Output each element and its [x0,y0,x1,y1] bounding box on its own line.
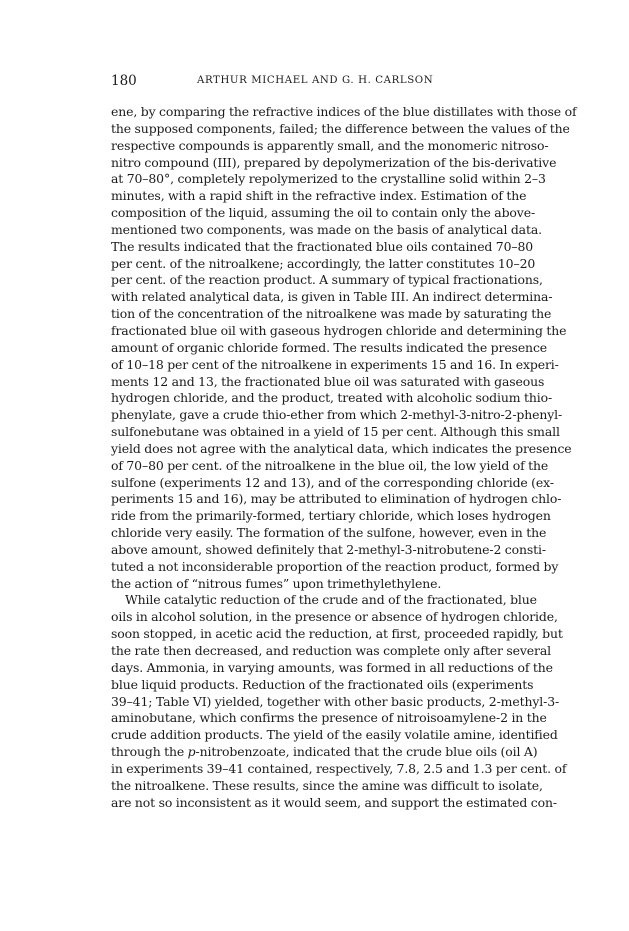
text-line: soon stopped, in acetic acid the reduction, at first, proceeded rapidly, but [111,626,563,642]
text-line: through the p-nitrobenzoate, indicated that the crude blue oils (oil A) [111,744,538,760]
text-line: nitro compound (III), prepared by depolymerization of the bis-derivative [111,154,557,170]
text-line: tion of the concentration of the nitroalkene was made by saturating the [111,306,552,322]
text-line: amount of organic chloride formed. The results indicated the presence [111,339,548,355]
text-line: at 70–80°, completely repolymerized to the crystalline solid within 2–3 [111,171,546,187]
paragraph [111,104,577,592]
text-line: tuted a not inconsiderable proportion of the reaction product, formed by [111,558,559,574]
text-line: aminobutane, which confirms the presence of nitroisoamylene-2 in the [111,710,547,726]
text-line: composition of the liquid, assuming the oil to contain only the above- [111,205,536,221]
text-line: While catalytic reduction of the crude and of the fractionated, blue [125,592,537,608]
text-line: blue liquid products. Reduction of the fractionated oils (experiments [111,676,534,692]
text-line: minutes, with a rapid shift in the refractive index. Estimation of the [111,188,527,204]
text-line: the rate then decreased, and reduction was complete only after several [111,643,552,658]
text-line: periments 15 and 16), may be attributed to elimination of hydrogen chlo- [111,491,562,507]
page-number: 180 [111,73,137,89]
text-line: sulfonebutane was obtained in a yield of 15 per cent. Although this small [111,424,560,440]
text-line: phenylate, gave a crude thio-ether from which 2-methyl-3-nitro-2-phenyl- [111,407,563,423]
text-line: the nitroalkene. These results, since the amine was difficult to isolate, [111,777,543,793]
text-line: per cent. of the reaction product. A summary of typical fractionations, [111,272,543,288]
text-line: with related analytical data, is given in Table III. An indirect determina- [111,289,553,305]
text-line: respective compounds is apparently small, and the monomeric nitroso- [111,137,549,153]
text-line: chloride very easily. The formation of the sulfone, however, even in the [111,525,547,541]
text-line: ene, by comparing the refractive indices of the blue distillates with those of [111,104,577,119]
text-line: of 10–18 per cent of the nitroalkene in experiments 15 and 16. In experi- [111,356,559,372]
text-line: hydrogen chloride, and the product, treated with alcoholic sodium thio- [111,390,553,406]
text-line: sulfone (experiments 12 and 13), and of the corresponding chloride (ex- [111,474,554,490]
body-text [111,104,577,811]
text-line: ments 12 and 13, the fractionated blue oil was saturated with gaseous [111,373,545,389]
text-line: 39–41; Table VI) yielded, together with other basic products, 2-methyl-3- [111,693,560,709]
running-head: ARTHUR MICHAEL AND G. H. CARLSON [197,75,434,86]
text-line: of 70–80 per cent. of the nitroalkene in the blue oil, the low yield of the [111,457,549,473]
text-line: ride from the primarily-formed, tertiary chloride, which loses hydrogen [111,508,551,524]
text-line: per cent. of the nitroalkene; accordingly, the latter constitutes 10–20 [111,255,536,271]
text-line: above amount, showed definitely that 2-methyl-3-nitrobutene-2 consti- [111,541,546,557]
text-line: the supposed components, failed; the difference between the values of the [111,120,570,136]
text-line: crude addition products. The yield of the easily volatile amine, identified [111,727,558,743]
text-line: yield does not agree with the analytical data, which indicates the presence [111,440,572,456]
text-line: the action of “nitrous fumes” upon trimethylethylene. [111,575,442,591]
text-line: days. Ammonia, in varying amounts, was formed in all reductions of the [111,659,553,675]
text-line: fractionated blue oil with gaseous hydrogen chloride and determining the [111,322,567,338]
text-line: in experiments 39–41 contained, respectively, 7.8, 2.5 and 1.3 per cent. of [111,760,567,776]
text-line: oils in alcohol solution, in the presence or absence of hydrogen chloride, [111,609,558,625]
page-header [111,73,526,91]
text-line: are not so inconsistent as it would seem, and support the estimated con- [111,794,557,810]
paragraph [111,592,567,811]
text-line: The results indicated that the fractionated blue oils contained 70–80 [111,238,534,254]
text-line: mentioned two components, was made on the basis of analytical data. [111,221,542,237]
